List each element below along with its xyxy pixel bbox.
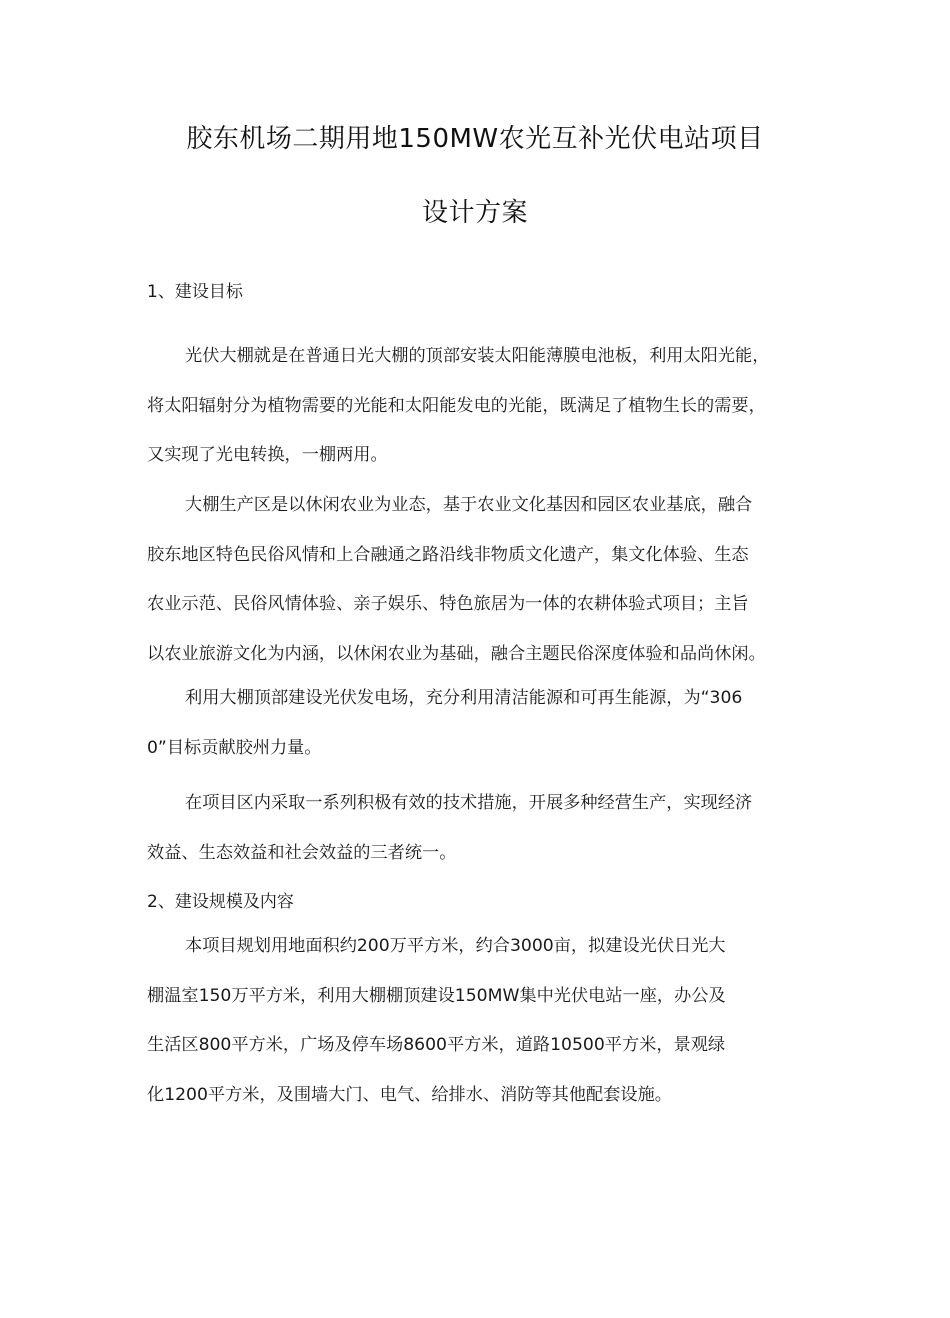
paragraph-line: 光伏大棚就是在普通日光大棚的顶部安装太阳能薄膜电池板，利用太阳光能， bbox=[185, 346, 770, 366]
paragraph-line: 又实现了光电转换，一棚两用。 bbox=[147, 445, 388, 465]
section-1-paragraph-3 bbox=[147, 674, 815, 773]
paragraph-line: 棚温室150万平方米，利用大棚棚顶建设150MW集中光伏电站一座，办公及 bbox=[147, 985, 726, 1006]
document-title: 胶东机场二期用地150MW农光互补光伏电站项目 bbox=[186, 124, 764, 154]
section-1-heading: 1、建设目标 bbox=[147, 282, 243, 302]
section-1-paragraph-2 bbox=[147, 481, 815, 679]
section-2-heading: 2、建设规模及内容 bbox=[147, 892, 294, 912]
section-2-paragraph-1 bbox=[147, 922, 815, 1120]
paragraph-line: 在项目区内采取一系列积极有效的技术措施，开展多种经营生产，实现经济 bbox=[185, 793, 753, 813]
section-1-paragraph-4 bbox=[147, 779, 815, 878]
paragraph-line: 化1200平方米，及围墙大门、电气、给排水、消防等其他配套设施。 bbox=[147, 1084, 672, 1105]
paragraph-line: 大棚生产区是以休闲农业为业态，基于农业文化基因和园区农业基底，融合 bbox=[185, 495, 753, 515]
paragraph-line: 农业示范、民俗风情体验、亲子娱乐、特色旅居为一体的农耕体验式项目；主旨 bbox=[147, 594, 749, 614]
paragraph-line: 生活区800平方米，广场及停车场8600平方米，道路10500平方米，景观绿 bbox=[147, 1035, 726, 1055]
paragraph-line: 0”目标贡献胶州力量。 bbox=[147, 737, 322, 758]
section-1-paragraph-1 bbox=[147, 332, 815, 481]
paragraph-line: 将太阳辐射分为植物需要的光能和太阳能发电的光能，既满足了植物生长的需要， bbox=[147, 395, 766, 416]
paragraph-line: 胶东地区特色民俗风情和上合融通之路沿线非物质文化遗产，集文化体验、生态 bbox=[147, 544, 749, 565]
paragraph-line: 效益、生态效益和社会效益的三者统一。 bbox=[147, 842, 457, 863]
paragraph-line: 以农业旅游文化为内涵，以休闲农业为基础，融合主题民俗深度体验和品尚休闲。 bbox=[147, 643, 766, 664]
document-subtitle: 设计方案 bbox=[421, 198, 528, 228]
paragraph-line: 本项目规划用地面积约200万平方米，约合3000亩，拟建设光伏日光大 bbox=[185, 936, 726, 956]
paragraph-line: 利用大棚顶部建设光伏发电场，充分利用清洁能源和可再生能源，为“306 bbox=[185, 688, 743, 708]
